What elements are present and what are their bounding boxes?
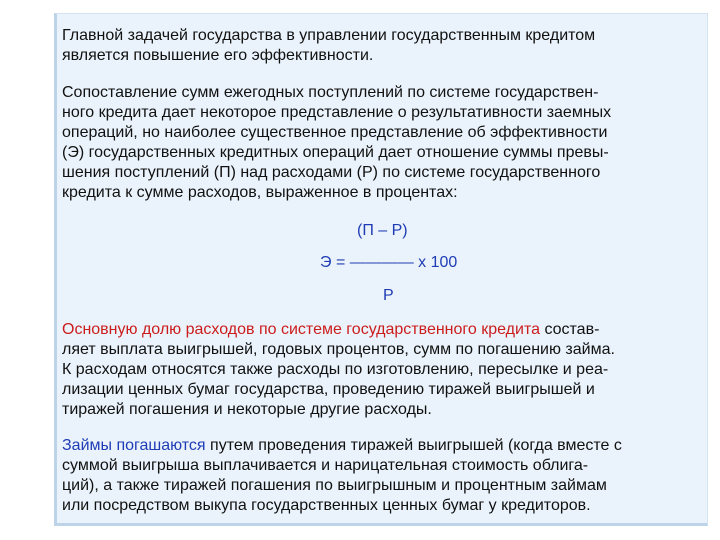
text-line — [62, 436, 702, 456]
formula-numerator: (П – Р) — [357, 222, 408, 239]
text-line: операций, но наиболее существенное представление об эффективности — [62, 124, 608, 141]
text-line: ного кредита дает некоторое представление о результативности заемных — [62, 104, 612, 121]
text-line: ляет выплата выигрышей, годовых процентов, сумм по погашению займа. — [62, 341, 615, 358]
text-line: (Э) государственных кредитных операций дает отношение суммы превы- — [62, 144, 609, 161]
text-fragment: состав- — [540, 321, 600, 338]
highlight-text: Основную долю расходов по системе государственного кредита — [62, 321, 540, 338]
text-line: кредита к сумме расходов, выраженное в процентах: — [62, 184, 458, 201]
text-line: К расходам относятся также расходы по изготовлению, пересылке и реа- — [62, 361, 609, 378]
text-line: суммой выигрыша выплачивается и нарицательная стоимость облига- — [62, 457, 589, 474]
highlight-text: Займы погашаются — [62, 437, 206, 454]
text-line: шения поступлений (П) над расходами (Р) по системе государственного — [62, 164, 601, 181]
paragraph-comparison — [62, 83, 702, 203]
text-line — [62, 320, 702, 340]
paragraph-repayment — [62, 436, 702, 516]
text-line: является повышение его эффективности. — [62, 47, 374, 64]
paragraph-goal — [62, 26, 702, 66]
text-line: Сопоставление сумм ежегодных поступлений по системе государствен- — [62, 84, 599, 101]
text-line: лизации ценных бумаг государства, проведению тиражей выигрышей и — [62, 381, 595, 398]
text-line: Главной задачей государства в управлении государственным кредитом — [62, 27, 596, 44]
text-fragment: путем проведения тиражей выигрышей (когда вместе с — [205, 437, 622, 454]
paragraph-expenses — [62, 320, 702, 420]
text-line: тиражей погашения и некоторые другие расходы. — [62, 401, 432, 418]
text-line: ций), а также тиражей погашения по выигрышным и процентным займам — [62, 477, 607, 494]
text-line: или посредством выкупа государственных ценных бумаг у кредиторов. — [62, 497, 591, 514]
formula-denominator: Р — [383, 287, 394, 304]
formula-expression: Э = ———— х 100 — [320, 254, 458, 271]
